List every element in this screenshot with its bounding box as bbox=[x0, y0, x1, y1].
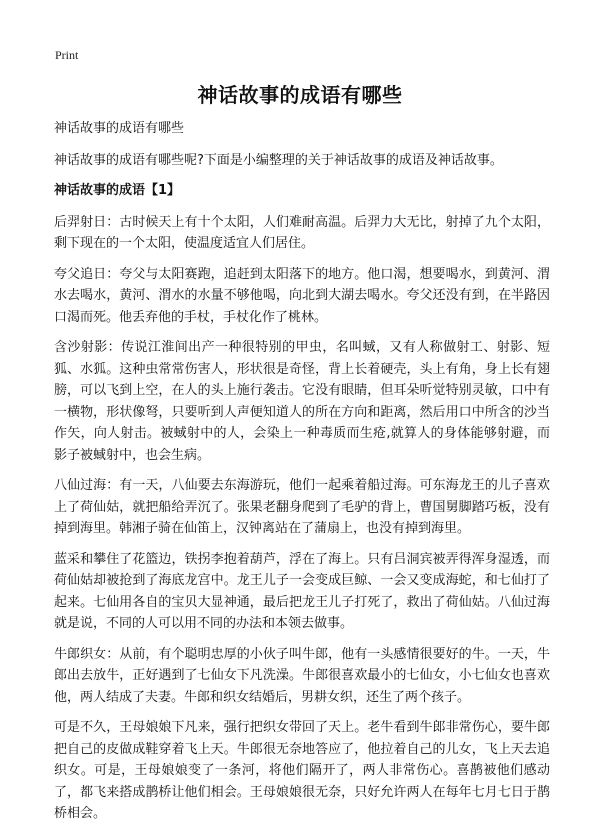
paragraph-baxian-2: 蓝采和攀住了花篮边，铁拐李抱着葫芦，浮在了海上。只有吕洞宾被弄得浑身湿透，而荷仙姑却被抢到了海底龙宫中。龙王儿子一会变成巨鲸、一会又变成海蛇，和七仙打了起来。七仙用各自的宝贝大显神通，最后把龙王儿子打死了，救出了荷仙姑。八仙过海就是说，不同的人可以用不同的办法和本领去做事。 bbox=[54, 551, 550, 631]
article-intro: 神话故事的成语有哪些呢?下面是小编整理的关于神话故事的成语及神话故事。 bbox=[54, 152, 503, 168]
paragraph-baxian-1: 八仙过海：有一天，八仙要去东海游玩，他们一起乘着船过海。可东海龙王的儿子喜欢上了荷仙姑，就把船给弄沉了。张果老翻身爬到了毛驴的背上，曹国舅脚踏巧板，没有掉到海里。韩湘子骑在仙笛上，汉钟离站在了蒲扇上，也没有掉到海里。 bbox=[54, 478, 550, 536]
section-heading: 神话故事的成语【1】 bbox=[54, 183, 181, 198]
paragraph-kuafu: 夸父追日：夸父与太阳赛跑，追赶到太阳落下的地方。他口渴，想要喝水，到黄河、渭水去喝水，黄河、渭水的水量不够他喝，向北到大湖去喝水。夸父还没有到，在半路因口渴而死。他丢弃他的手杖，手杖化作了桃林。 bbox=[54, 266, 550, 325]
article-body bbox=[54, 118, 550, 834]
paragraph-houyi: 后羿射日：古时候天上有十个太阳，人们难耐高温。后羿力大无比，射掉了九个太阳，剩下现在的一个太阳，使温度适宜人们居住。 bbox=[54, 214, 550, 251]
paragraph-niulang-2: 可是不久，王母娘娘下凡来，强行把织女带回了天上。老牛看到牛郎非常伤心，要牛郎把自己的皮做成鞋穿着飞上天。牛郎很无奈地答应了，他拉着自己的儿女，飞上天去追织女。可是，王母娘娘变了一条河，将他们隔开了，两人非常伤心。喜鹊被他们感动了，都飞来搭成鹊桥让他们相会。王母娘娘很无奈，只好允许两人在每年七月七日于鹊桥相会。 bbox=[54, 720, 550, 821]
paragraph-niulang-1: 牛郎织女：从前，有个聪明忠厚的小伙子叫牛郎，他有一头感情很要好的牛。一天，牛郎出去放牛，正好遇到了七仙女下凡洗澡。牛郎很喜欢最小的七仙女，小七仙女也喜欢他，两人结成了夫妻。牛郎和织女结婚后，男耕女织，还生了两个孩子。 bbox=[54, 646, 550, 705]
page-title: 神话故事的成语有哪些 bbox=[197, 83, 403, 107]
print-link[interactable]: Print bbox=[55, 48, 79, 62]
paragraph-hanshasheying: 含沙射影：传说江淮间出产一种很特别的甲虫，名叫蜮，又有人称做射工、射影、短狐、水狐。这种虫常常伤害人，形状很是奇怪，背上长着硬壳，头上有角，身上长有翅膀，可以飞到上空，在人的头上施行袭击。它没有眼睛，但耳朵听觉特别灵敏，口中有一横物，形状像弩，只要听到人声便知道人的所在方向和距离，然后用口中所含的沙当作矢，向人射击。被蜮射中的人，会染上一种毒质而生疮,就算人的身体能够射避，而影子被蜮射中，也会生病。 bbox=[54, 340, 550, 463]
article-subtitle: 神话故事的成语有哪些 bbox=[54, 121, 185, 136]
